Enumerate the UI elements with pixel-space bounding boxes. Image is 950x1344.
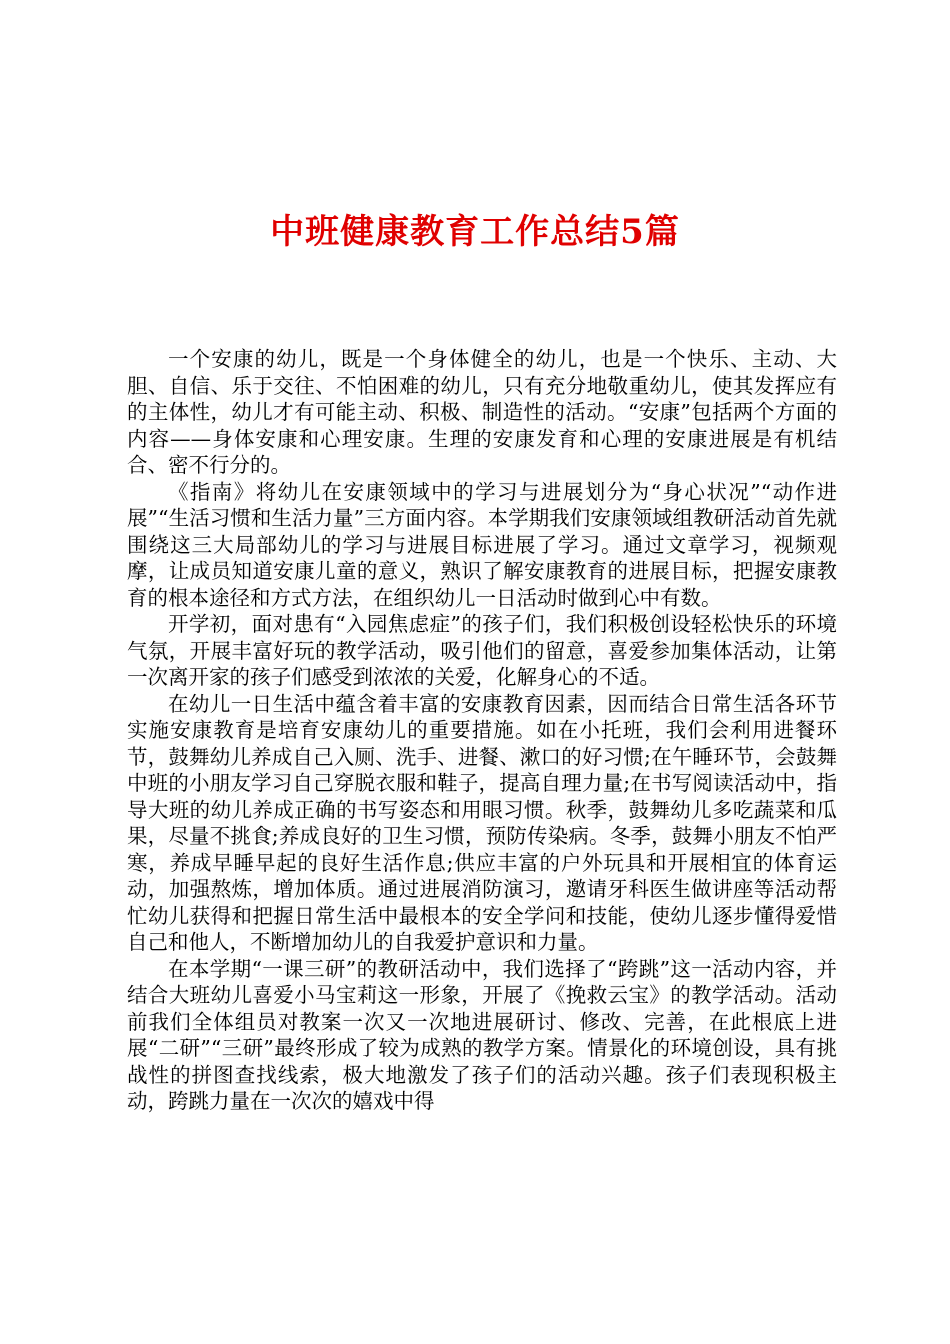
paragraph-2: 《指南》将幼儿在安康领域中的学习与进展划分为“身心状况”“动作进展”“生活习惯和生活力量”三方面内容。本学期我们安康领域组教研活动首先就围绕这三大局部幼儿的学习与进展目标进展了学习。通过文章学习，视频观摩，让成员知道安康儿童的意义，熟识了解安康教育的进展目标，把握安康教育的根本途径和方式方法，在组织幼儿一日活动时做到心中有数。: [127, 479, 837, 610]
paragraph-3: 开学初，面对患有“入园焦虑症”的孩子们，我们积极创设轻松快乐的环境气氛，开展丰富好玩的教学活动，吸引他们的留意，喜爱参加集体活动，让第一次离开家的孩子们感受到浓浓的关爱，化解身心的不适。: [127, 612, 837, 689]
paragraph-5: 在本学期“一课三研”的教研活动中，我们选择了“跨跳”这一活动内容，并结合大班幼儿喜爱小马宝莉这一形象，开展了《挽救云宝》的教学活动。活动前我们全体组员对教案一次又一次地进展研讨、修改、完善，在此根底上进展“二研”“三研”最终形成了较为成熟的教学方案。情景化的环境创设，具有挑战性的拼图查找线索，极大地激发了孩子们的活动兴趣。孩子们表现积极主动，跨跳力量在一次次的嬉戏中得: [127, 956, 837, 1113]
document-body: [127, 346, 837, 1115]
paragraph-4: 在幼儿一日生活中蕴含着丰富的安康教育因素，因而结合日常生活各环节实施安康教育是培育安康幼儿的重要措施。如在小托班，我们会利用进餐环节，鼓舞幼儿养成自己入厕、洗手、进餐、漱口的好习惯;在午睡环节，会鼓舞中班的小朋友学习自己穿脱衣服和鞋子，提高自理力量;在书写阅读活动中，指导大班的幼儿养成正确的书写姿态和用眼习惯。秋季，鼓舞幼儿多吃蔬菜和瓜果，尽量不挑食;养成良好的卫生习惯，预防传染病。冬季，鼓舞小朋友不怕严寒，养成早睡早起的良好生活作息;供应丰富的户外玩具和开展相宜的体育运动，加强熬炼，增加体质。通过进展消防演习，邀请牙科医生做讲座等活动帮忙幼儿获得和把握日常生活中最根本的安全学问和技能，使幼儿逐步懂得爱惜自己和他人，不断增加幼儿的自我爱护意识和力量。: [127, 691, 837, 954]
document-title: 中班健康教育工作总结5篇: [270, 212, 680, 252]
paragraph-1: 一个安康的幼儿，既是一个身体健全的幼儿，也是一个快乐、主动、大胆、自信、乐于交往、不怕困难的幼儿，只有充分地敬重幼儿，使其发挥应有的主体性，幼儿才有可能主动、积极、制造性的活动。“安康”包括两个方面的内容——身体安康和心理安康。生理的安康发育和心理的安康进展是有机结合、密不行分的。: [127, 347, 837, 477]
